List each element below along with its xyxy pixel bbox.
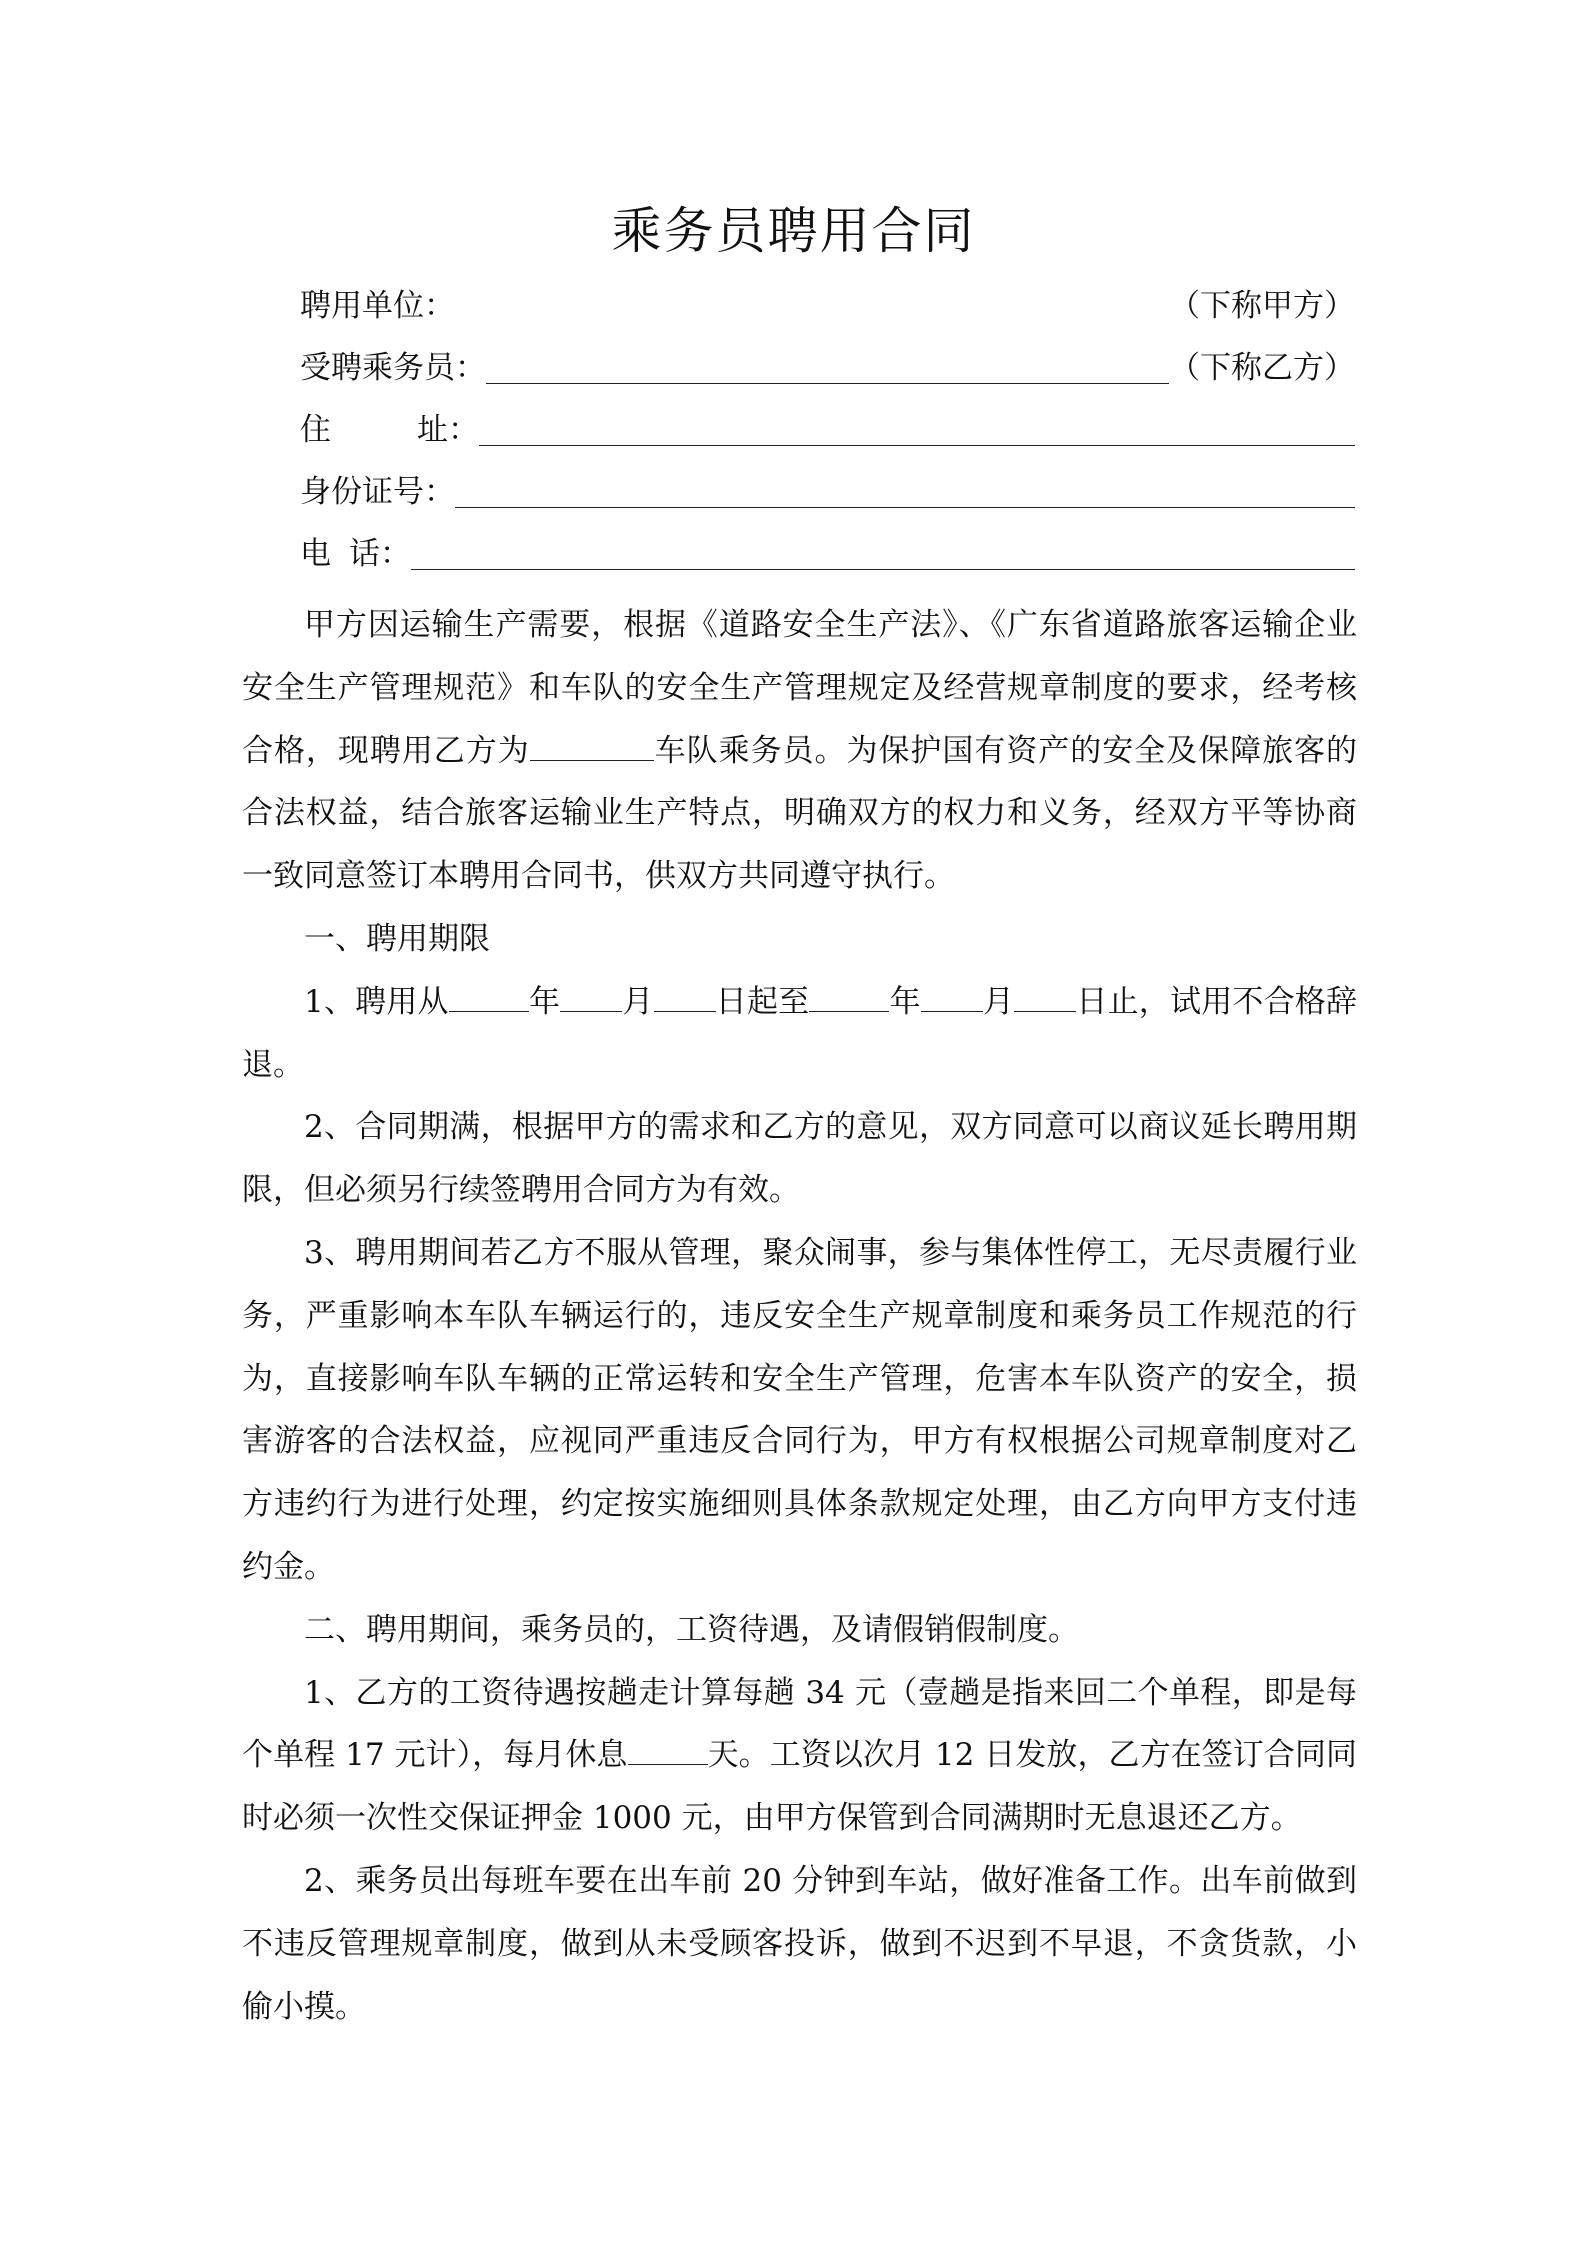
intro-text-2: 车队乘务员。为保护国有资产的安全及保障旅客的合法权益，结合旅客运输业生产特点，明确双方的权力和义务，经双方平等协商一致同意签订本聘用合同书，供双方共同遵守执行。 (242, 732, 1358, 895)
item1-text-e: 年 (889, 983, 921, 1020)
start-month-blank[interactable] (560, 985, 622, 1012)
phone-label-b: 话： (349, 536, 411, 572)
id-field (300, 472, 1355, 512)
start-year-blank[interactable] (449, 985, 529, 1012)
document-title: 乘务员聘用合同 (611, 202, 976, 260)
end-year-blank[interactable] (809, 985, 889, 1012)
item1-text-c: 月 (622, 983, 654, 1020)
phone-label-a: 电 (300, 536, 331, 572)
employee-suffix: （下称乙方） (1169, 350, 1355, 386)
start-day-blank[interactable] (654, 985, 716, 1012)
id-number-line[interactable] (455, 477, 1355, 508)
intro-text-1: 甲方因运输生产需要，根据《道路安全生产法》、《广东省道路旅客运输企业安全生产管理规范》和车队的安全生产管理规定及经营规章制度的要求，经考核合格，现聘用乙方为 (242, 607, 1357, 769)
section2-heading: 二、聘用期间，乘务员的，工资待遇，及请假销假制度。 (304, 1611, 1079, 1648)
id-label: 身份证号： (300, 474, 455, 510)
employee-label: 受聘乘务员： (300, 350, 486, 386)
item1-text-b: 年 (528, 983, 561, 1020)
contract-body (242, 594, 1357, 2038)
team-blank[interactable] (530, 734, 654, 761)
employer-suffix: （下称甲方） (1169, 288, 1355, 324)
item1-text-a: 1、聘用从 (304, 983, 449, 1020)
employee-field (300, 348, 1355, 388)
salary-text-a: 1、乙方的工资待遇按趟走计算每趟 34 元（壹趟是指来回二个单程，即是每个单程 17 元计），每月休息 (242, 1674, 1357, 1774)
end-month-blank[interactable] (921, 985, 983, 1012)
rest-days-blank[interactable] (628, 1738, 708, 1765)
salary-text-b: 天。工资以次月 12 日发放，乙方在签订合同同时必须一次性交保证押金 1000 元，由甲方保管到合同满期时无息退还乙方。 (242, 1737, 1358, 1837)
address-line[interactable] (479, 415, 1355, 446)
item1-text-g: 日止，试用不合格辞退。 (242, 983, 1358, 1083)
section1-item2: 2、合同期满，根据甲方的需求和乙方的意见，双方同意可以商议延长聘用期限，但必须另行续签聘用合同方为有效。 (242, 1109, 1357, 1209)
section1-item1 (242, 971, 1357, 1097)
employer-field (300, 286, 1355, 326)
section2-item2: 2、乘务员出每班车要在出车前 20 分钟到车站，做好准备工作。出车前做到不违反管理规章制度，做到从未受顾客投诉，做到不迟到不早退，不贪货款，小偷小摸。 (242, 1862, 1357, 2025)
end-day-blank[interactable] (1014, 985, 1076, 1012)
intro-paragraph (242, 594, 1357, 908)
address-field (300, 410, 1355, 450)
address-label-b: 址： (417, 412, 479, 448)
employer-label: 聘用单位： (300, 288, 455, 324)
address-label-a: 住 (300, 412, 331, 448)
phone-field (300, 534, 1355, 574)
item1-text-d: 日起至 (715, 983, 810, 1020)
employee-name-line[interactable] (486, 353, 1169, 384)
section1-item3: 3、聘用期间若乙方不服从管理，聚众闹事，参与集体性停工，无尽责履行业务，严重影响本车队车辆运行的，违反安全生产规章制度和乘务员工作规范的行为，直接影响车队车辆的正常运转和安全生产管理，危害本车队资产的安全，损害游客的合法权益，应视同严重违反合同行为，甲方有权根据公司规章制度对乙方违约行为进行处理，约定按实施细则具体条款规定处理，由乙方向甲方支付违约金。 (242, 1234, 1357, 1585)
phone-line[interactable] (411, 539, 1355, 570)
section2-item1 (242, 1662, 1357, 1850)
section1-heading: 一、聘用期限 (304, 920, 490, 957)
item1-text-f: 月 (982, 983, 1015, 1020)
